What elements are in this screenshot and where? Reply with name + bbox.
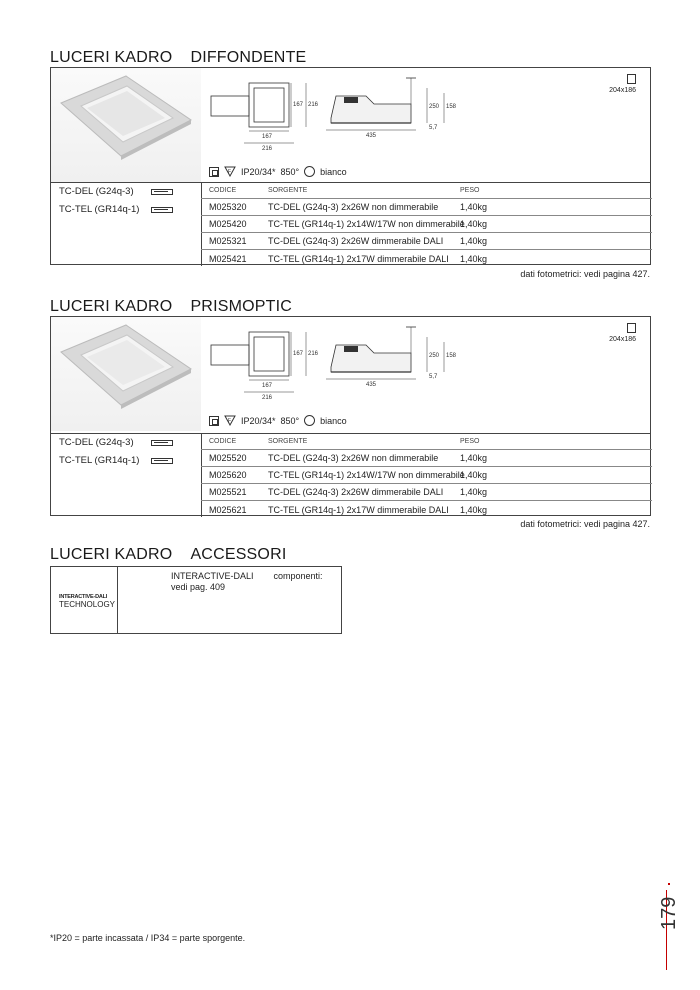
table-header	[201, 433, 652, 450]
lamp-icon	[151, 207, 173, 213]
cutout-label: 204x186	[609, 87, 636, 94]
lamp-icon	[151, 440, 173, 446]
header-source: SORGENTE	[268, 437, 308, 445]
dim-167-v: 167	[293, 102, 304, 108]
lamp-types	[51, 182, 201, 266]
cutout-icon	[627, 323, 636, 333]
accessory-description	[171, 571, 323, 593]
photometric-note: dati fotometrici: vedi pagina 427.	[520, 519, 650, 529]
cell-weight: 1,40kg	[460, 504, 488, 515]
variant-name: DIFFONDENTE	[190, 49, 307, 66]
lamp-name: TC-DEL (G24q-3)	[59, 437, 134, 448]
dim-167-v: 167	[293, 351, 304, 357]
cell-weight: 1,40kg	[460, 470, 488, 480]
cell-source: TC-TEL (GR14q-1) 2x14W/17W non dimmerabile	[268, 219, 465, 229]
section-title	[50, 546, 286, 564]
table-row	[201, 450, 652, 467]
dim-167-h: 167	[262, 134, 273, 140]
lamp-types	[51, 433, 201, 517]
glow-wire-rating: 850°	[280, 415, 300, 426]
dali-logo-line1: INTERACTIVE-DALI	[59, 594, 108, 600]
dim-57: 5,7	[429, 125, 438, 131]
lamp-name: TC-TEL (GR14q-1)	[59, 204, 140, 215]
table-row	[201, 233, 652, 250]
series-name: LUCERI KADRO	[50, 49, 173, 66]
table-header	[201, 182, 652, 199]
product-photo	[51, 68, 201, 182]
lamp-type-row	[59, 204, 173, 215]
dim-435: 435	[366, 133, 377, 139]
dim-250: 250	[429, 353, 440, 359]
luminaire-image	[51, 68, 201, 182]
components-label: componenti:	[273, 571, 323, 581]
page-reference: vedi pag. 409	[171, 582, 226, 592]
lamp-type-row	[59, 437, 173, 448]
dim-435: 435	[366, 382, 377, 388]
f-mark-icon	[224, 415, 236, 426]
dim-216-h: 216	[262, 395, 273, 401]
cutout-label: 204x186	[609, 336, 636, 343]
cutout-icon	[627, 74, 636, 84]
table-row	[201, 216, 652, 233]
cell-source: TC-TEL (GR14q-1) 2x17W dimmerabile DALI	[268, 253, 449, 264]
product-photo	[51, 317, 201, 431]
accessory-box	[50, 566, 342, 634]
dim-250: 250	[429, 104, 440, 110]
divider	[117, 567, 118, 633]
section-title	[50, 298, 292, 316]
dali-logo	[59, 593, 115, 609]
cell-code: M025520	[209, 453, 247, 463]
variant-name: PRISMOPTIC	[190, 298, 292, 315]
ip-rating: IP20/34*	[241, 166, 276, 177]
product-box	[50, 67, 651, 265]
spec-icons	[209, 415, 347, 426]
dim-158: 158	[446, 104, 457, 110]
cell-weight: 1,40kg	[460, 487, 488, 497]
lamp-type-row	[59, 186, 173, 197]
technical-drawing	[206, 317, 506, 412]
dim-57: 5,7	[429, 374, 438, 380]
table-row	[201, 501, 652, 518]
lamp-type-row	[59, 455, 173, 466]
photometric-note: dati fotometrici: vedi pagina 427.	[520, 269, 650, 279]
product-table	[201, 182, 652, 266]
dali-logo-line2: TECHNOLOGY	[59, 600, 116, 609]
product-box	[50, 316, 651, 516]
lamp-icon	[151, 458, 173, 464]
cell-code: M025320	[209, 202, 247, 212]
cell-code: M025620	[209, 470, 247, 480]
cell-source: TC-TEL (GR14q-1) 2x14W/17W non dimmerabile	[268, 470, 465, 480]
color-swatch-icon	[304, 415, 315, 426]
cell-code: M025421	[209, 253, 247, 264]
class-icon	[209, 167, 219, 177]
header-weight: PESO	[460, 186, 480, 194]
finish-label: bianco	[320, 166, 347, 177]
svg-text:F: F	[228, 169, 232, 175]
lamp-name: TC-DEL (G24q-3)	[59, 186, 134, 197]
section-title	[50, 49, 306, 67]
accent-dot	[668, 883, 670, 885]
ip-footnote: *IP20 = parte incassata / IP34 = parte sporgente.	[50, 933, 246, 943]
dim-167-h: 167	[262, 383, 273, 389]
variant-name: ACCESSORI	[190, 546, 287, 563]
glow-wire-rating: 850°	[280, 166, 300, 177]
cell-source: TC-DEL (G24q-3) 2x26W dimmerabile DALI	[268, 487, 444, 497]
cell-source: TC-DEL (G24q-3) 2x26W non dimmerabile	[268, 453, 439, 463]
dim-216-h: 216	[262, 146, 273, 152]
dim-216-v: 216	[308, 102, 319, 108]
cutout-size	[609, 323, 636, 343]
cell-source: TC-DEL (G24q-3) 2x26W dimmerabile DALI	[268, 236, 444, 246]
cell-source: TC-DEL (G24q-3) 2x26W non dimmerabile	[268, 202, 439, 212]
technical-drawing	[206, 68, 506, 163]
series-name: LUCERI KADRO	[50, 298, 173, 315]
cell-source: TC-TEL (GR14q-1) 2x17W dimmerabile DALI	[268, 504, 449, 515]
table-row	[201, 250, 652, 267]
cutout-size	[609, 74, 636, 94]
product-table	[201, 433, 652, 517]
dim-158: 158	[446, 353, 457, 359]
page-number: 179	[658, 896, 680, 930]
luminaire-image	[51, 317, 201, 431]
table-row	[201, 484, 652, 501]
series-name: LUCERI KADRO	[50, 546, 173, 563]
cell-code: M025521	[209, 487, 247, 497]
cell-weight: 1,40kg	[460, 219, 488, 229]
cell-weight: 1,40kg	[460, 236, 488, 246]
lamp-name: TC-TEL (GR14q-1)	[59, 455, 140, 466]
header-source: SORGENTE	[268, 186, 308, 194]
svg-text:F: F	[228, 418, 232, 424]
f-mark-icon	[224, 166, 236, 177]
table-row	[201, 467, 652, 484]
header-code: CODICE	[209, 437, 237, 445]
cell-weight: 1,40kg	[460, 253, 488, 264]
finish-label: bianco	[320, 415, 347, 426]
table-row	[201, 199, 652, 216]
lamp-icon	[151, 189, 173, 195]
cell-code: M025621	[209, 504, 247, 515]
cell-code: M025420	[209, 219, 247, 229]
cell-weight: 1,40kg	[460, 453, 488, 463]
dim-216-v: 216	[308, 351, 319, 357]
header-weight: PESO	[460, 437, 480, 445]
cell-code: M025321	[209, 236, 247, 246]
header-code: CODICE	[209, 186, 237, 194]
color-swatch-icon	[304, 166, 315, 177]
ip-rating: IP20/34*	[241, 415, 276, 426]
class-icon	[209, 416, 219, 426]
accessory-name: INTERACTIVE-DALI	[171, 571, 254, 581]
spec-icons	[209, 166, 347, 177]
cell-weight: 1,40kg	[460, 202, 488, 212]
